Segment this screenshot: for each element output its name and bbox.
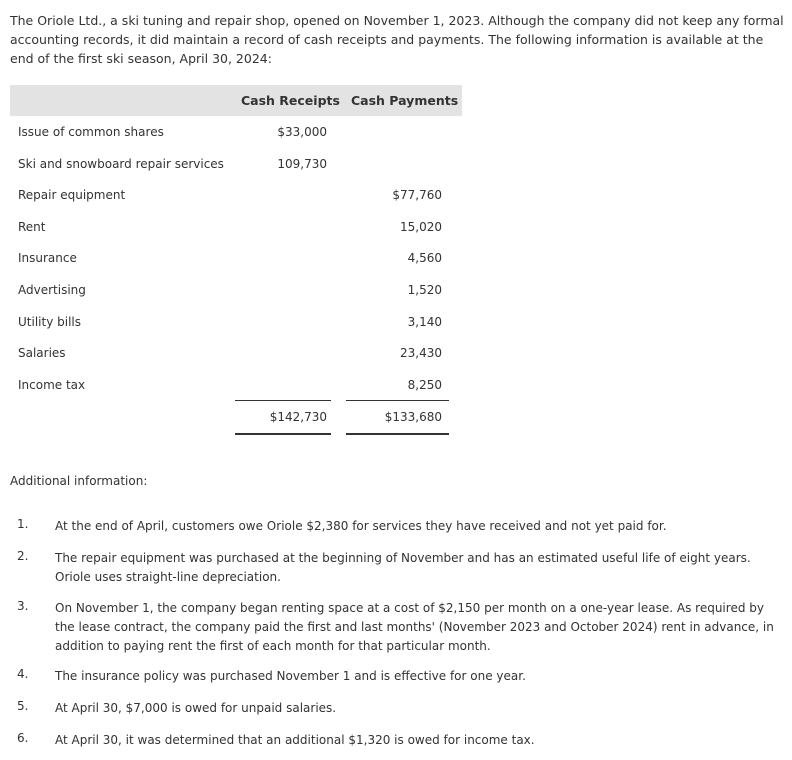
table-row: [10, 157, 462, 177]
total-double-rule-receipts: [235, 433, 331, 435]
item-number: 6.: [17, 731, 29, 745]
total-payments: $133,680: [384, 410, 442, 424]
item-number: 4.: [17, 667, 29, 681]
table-row: [10, 220, 462, 240]
item-number: 1.: [17, 517, 29, 531]
table-row: [10, 188, 462, 208]
table-row: [10, 125, 462, 145]
item-text: At the end of April, customers owe Oriole $2,380 for services they have received and not yet paid for.: [55, 519, 667, 533]
table-header: [10, 85, 462, 116]
payments-cell: $77,760: [392, 188, 442, 202]
item-number: 3.: [17, 599, 29, 613]
table-row: [10, 346, 462, 366]
table-row: [10, 378, 462, 398]
row-label: Rent: [18, 220, 46, 234]
item-text: The repair equipment was purchased at the beginning of November and has an estimated useful life of eight years. Oriole uses straight-line depreciation.: [55, 551, 751, 584]
subtotal-rule-receipts: [235, 400, 331, 401]
payments-cell: 4,560: [407, 251, 442, 265]
item-text: At April 30, it was determined that an additional $1,320 is owed for income tax.: [55, 733, 535, 747]
receipts-cell: 109,730: [277, 157, 327, 171]
item-text: At April 30, $7,000 is owed for unpaid salaries.: [55, 701, 337, 715]
table-row: [10, 315, 462, 335]
item-number: 2.: [17, 549, 29, 563]
item-text: On November 1, the company began renting space at a cost of $2,150 per month on a one-year lease. As required by the lease contract, the company paid the first and last months' (November 2023 and October 2024) rent in advance, in addition to paying rent the first of each month for that particular month.: [55, 601, 774, 653]
row-label: Repair equipment: [18, 188, 126, 202]
payments-cell: 23,430: [400, 346, 442, 360]
row-label: Issue of common shares: [18, 125, 164, 139]
column-header-cash-payments: Cash Payments: [351, 93, 459, 108]
total-double-rule-payments: [346, 433, 449, 435]
payments-cell: 15,020: [400, 220, 442, 234]
receipts-cell: $33,000: [277, 125, 327, 139]
row-label: Utility bills: [18, 315, 81, 329]
row-label: Salaries: [18, 346, 66, 360]
payments-cell: 3,140: [407, 315, 442, 329]
item-text: The insurance policy was purchased November 1 and is effective for one year.: [55, 669, 526, 683]
intro-paragraph: The Oriole Ltd., a ski tuning and repair shop, opened on November 1, 2023. Although the company did not keep any formal accounting records, it did maintain a record of cash receipts and payments. The following information is available at the end of the first ski season, April 30, 2024:: [10, 13, 784, 66]
payments-cell: 8,250: [407, 378, 442, 392]
row-label: Advertising: [18, 283, 86, 297]
column-header-cash-receipts: Cash Receipts: [241, 93, 340, 108]
table-row: [10, 283, 462, 303]
total-receipts: $142,730: [269, 410, 327, 424]
additional-info-heading: Additional information:: [10, 474, 148, 488]
subtotal-rule-payments: [346, 400, 449, 401]
item-number: 5.: [17, 699, 29, 713]
row-label: Ski and snowboard repair services: [18, 157, 224, 171]
table-row: [10, 251, 462, 271]
row-label: Insurance: [18, 251, 77, 265]
row-label: Income tax: [18, 378, 86, 392]
totals-row: [10, 410, 462, 430]
payments-cell: 1,520: [407, 283, 442, 297]
